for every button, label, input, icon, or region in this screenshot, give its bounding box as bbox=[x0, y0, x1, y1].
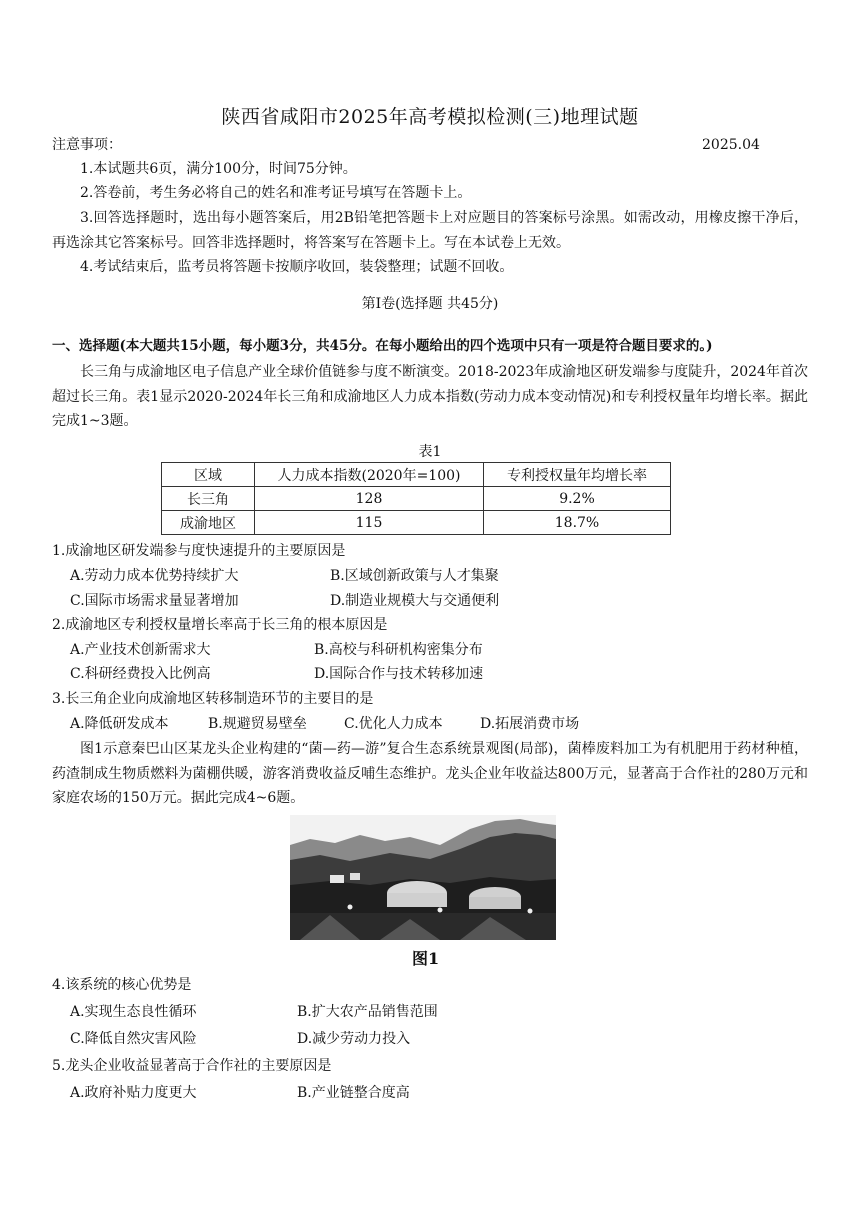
data-table bbox=[161, 462, 671, 535]
question-stem: 3.长三角企业向成渝地区转移制造环节的主要目的是 bbox=[52, 691, 374, 707]
table-caption: 表1 bbox=[418, 444, 442, 460]
option-d: D.减少劳动力投入 bbox=[297, 1031, 411, 1047]
table-header-cell: 人力成本指数(2020年=100) bbox=[255, 463, 484, 487]
passage-2: 图1示意秦巴山区某龙头企业构建的“菌—药—游”复合生态系统景观图(局部)，菌棒废料加工为有机肥用于药材种植，药渣制成生物质燃料为菌棚供暖，游客消费收益反哺生态维护。龙头企业年收益达800万元，显著高于合作社的280万元和家庭农场的150万元。据此完成4~6题。 bbox=[52, 741, 808, 806]
table-header-cell: 区域 bbox=[162, 463, 255, 487]
landscape-photo bbox=[290, 815, 556, 940]
table-header-row bbox=[162, 463, 671, 487]
option-b: B.规避贸易壁垒 bbox=[208, 716, 307, 732]
option-a: A.降低研发成本 bbox=[70, 716, 169, 732]
question-stem: 1.成渝地区研发端参与度快速提升的主要原因是 bbox=[52, 543, 346, 559]
option-b: B.产业链整合度高 bbox=[297, 1085, 410, 1101]
table-cell: 成渝地区 bbox=[162, 511, 255, 535]
table-row bbox=[162, 487, 671, 511]
option-a: A.政府补贴力度更大 bbox=[70, 1085, 197, 1101]
option-d: D.国际合作与技术转移加速 bbox=[314, 666, 484, 682]
table-cell: 18.7% bbox=[484, 511, 671, 535]
exam-date: 2025.04 bbox=[702, 137, 760, 153]
landscape-illustration bbox=[290, 815, 556, 940]
option-a: A.实现生态良性循环 bbox=[70, 1004, 197, 1020]
option-d: D.拓展消费市场 bbox=[480, 716, 580, 732]
option-b: B.高校与科研机构密集分布 bbox=[314, 642, 483, 658]
part-one-heading: 一、选择题(本大题共15小题，每小题3分，共45分。在每小题给出的四个选项中只有一项是符合题目要求的。) bbox=[52, 338, 713, 354]
option-d: D.制造业规模大与交通便利 bbox=[330, 593, 500, 609]
option-c: C.优化人力成本 bbox=[344, 716, 443, 732]
notice-item: 2.答卷前，考生务必将自己的姓名和准考证号填写在答题卡上。 bbox=[80, 185, 472, 201]
question-stem: 2.成渝地区专利授权量增长率高于长三角的根本原因是 bbox=[52, 617, 388, 633]
table-cell: 128 bbox=[255, 487, 484, 511]
notice-item: 4.考试结束后，监考员将答题卡按顺序收回，装袋整理；试题不回收。 bbox=[80, 259, 514, 275]
figure-label: 图1 bbox=[412, 949, 440, 968]
option-b: B.区域创新政策与人才集聚 bbox=[330, 568, 499, 584]
passage-1: 长三角与成渝地区电子信息产业全球价值链参与度不断演变。2018-2023年成渝地区研发端参与度陡升，2024年首次超过长三角。表1显示2020-2024年长三角和成渝地区人力成本指数(劳动力成本变动情况)和专利授权量年均增长率。据此完成1~3题。 bbox=[52, 364, 808, 429]
option-b: B.扩大农产品销售范围 bbox=[297, 1004, 438, 1020]
question-stem: 5.龙头企业收益显著高于合作社的主要原因是 bbox=[52, 1058, 332, 1074]
page-title: 陕西省咸阳市2025年高考模拟检测(三)地理试题 bbox=[221, 106, 639, 128]
option-a: A.劳动力成本优势持续扩大 bbox=[70, 568, 239, 584]
table-cell: 长三角 bbox=[162, 487, 255, 511]
section-heading: 第Ⅰ卷(选择题 共45分) bbox=[361, 296, 499, 312]
option-c: C.科研经费投入比例高 bbox=[70, 666, 211, 682]
option-c: C.国际市场需求量显著增加 bbox=[70, 593, 239, 609]
option-c: C.降低自然灾害风险 bbox=[70, 1031, 197, 1047]
option-a: A.产业技术创新需求大 bbox=[70, 642, 211, 658]
table-row bbox=[162, 511, 671, 535]
question-stem: 4.该系统的核心优势是 bbox=[52, 977, 192, 993]
notice-item: 1.本试题共6页，满分100分，时间75分钟。 bbox=[80, 161, 357, 177]
notice-label: 注意事项： bbox=[52, 137, 122, 153]
table-header-cell: 专利授权量年均增长率 bbox=[484, 463, 671, 487]
table-cell: 9.2% bbox=[484, 487, 671, 511]
table-cell: 115 bbox=[255, 511, 484, 535]
notice-item: 3.回答选择题时，选出每小题答案后，用2B铅笔把答题卡上对应题目的答案标号涂黑。如需改动，用橡皮擦干净后，再选涂其它答案标号。回答非选择题时，将答案写在答题卡上。写在本试卷上无效。 bbox=[52, 210, 808, 251]
